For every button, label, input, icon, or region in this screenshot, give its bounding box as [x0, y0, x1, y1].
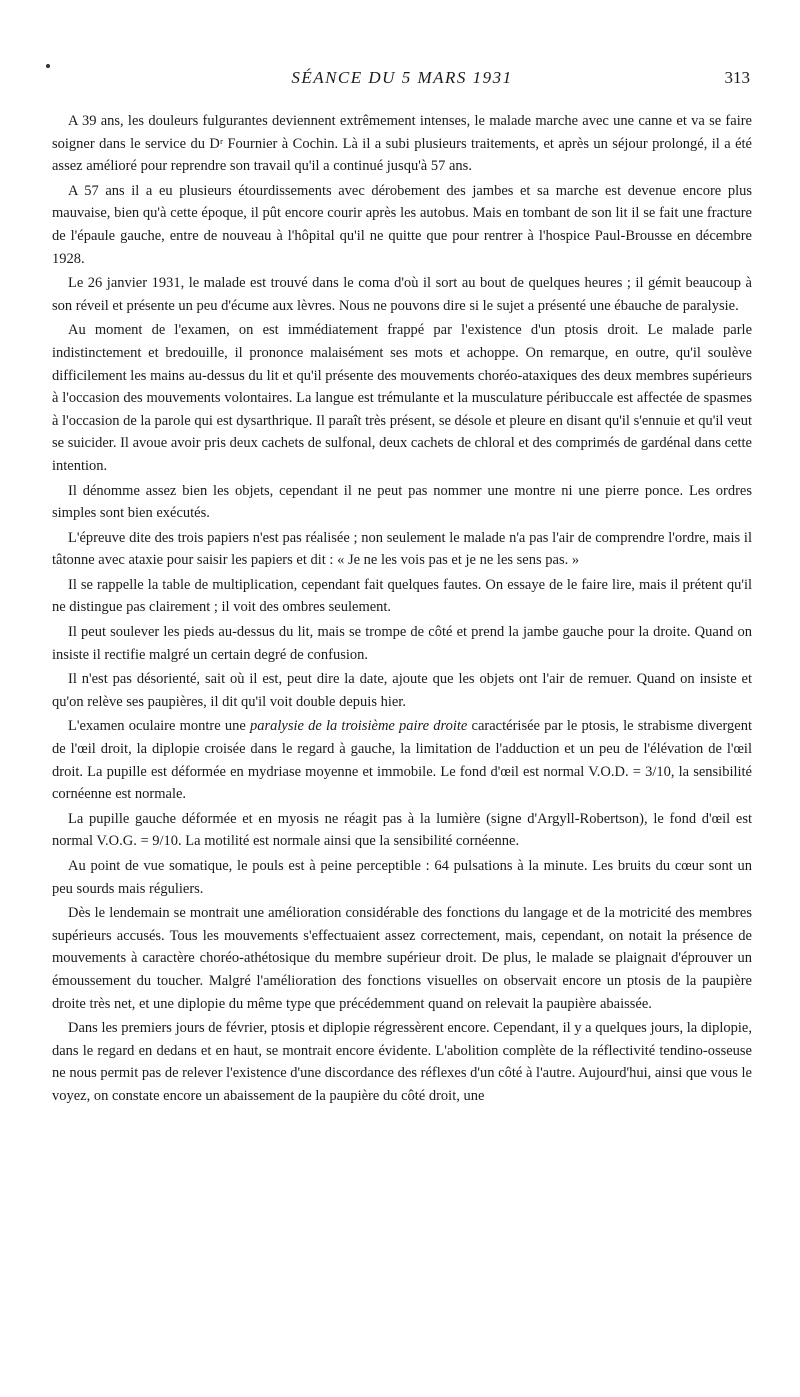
- paragraph: Le 26 janvier 1931, le malade est trouvé dans le coma d'où il sort au bout de quelques heures ; il gémit beaucoup à son réveil et présente un peu d'écume aux lèvres. Nous ne pouvons dire si le sujet a présenté une ébauche de paralysie.: [52, 275, 752, 314]
- running-head: SÉANCE DU 5 MARS 1931: [291, 68, 513, 87]
- paragraph: Il peut soulever les pieds au-dessus du lit, mais se trompe de côté et prend la jambe gauche pour la droite. Quand on insiste il rectifie malgré un certain degré de confusion.: [52, 624, 752, 663]
- paragraph: Il n'est pas désorienté, sait où il est, peut dire la date, ajoute que les objets ont l'air de remuer. Quand on insiste et qu'on relève ses paupières, il dit qu'il voit double depuis hier.: [52, 671, 752, 710]
- paragraph: L'examen oculaire montre une paralysie de la troisième paire droite caractérisée par le ptosis, le strabisme divergent de l'œil droit, la diplopie croisée dans le regard à gauche, la limitation de l'adduction et un peu de l'élévation de l'œil droit. La pupille est déformée en mydriase moyenne et immobile. Le fond d'œil est normal V.O.D. = 3/10, la sensibilité cornéenne est normale.: [52, 718, 752, 803]
- italic-phrase: paralysie de la troisième paire droite: [249, 718, 468, 735]
- paragraph: Au point de vue somatique, le pouls est à peine perceptible : 64 pulsations à la minute. Les bruits du cœur sont un peu sourds mais réguliers.: [52, 858, 752, 897]
- paragraph: Dans les premiers jours de février, ptosis et diplopie régressèrent encore. Cependant, il y a quelques jours, la diplopie, dans le regard en dedans et en haut, se montrait encore évidente. L'abolition complète de la réflectivité tendino-osseuse ne nous permit pas de relever l'existence d'une discordance des réflexes d'un côté à l'autre. Aujourd'hui, ainsi que vous le voyez, on constate encore un abaissement de la paupière du côté droit, une: [52, 1020, 752, 1104]
- page-header: [52, 68, 752, 94]
- body-text: [52, 110, 752, 1108]
- page-number: 313: [724, 68, 750, 87]
- paragraph: Il se rappelle la table de multiplication, cependant fait quelques fautes. On essaye de le faire lire, mais il prétent qu'il ne distingue pas clairement ; il voit des ombres seulement.: [52, 576, 752, 616]
- paragraph: A 57 ans il a eu plusieurs étourdissements avec dérobement des jambes et sa marche est devenue encore plus mauvaise, bien qu'à cette époque, il pût encore courir après les autobus. Mais en tombant de son lit il se fait une fracture de l'épaule gauche, entre de nouveau à l'hôpital qu'il ne quitte que pour rentrer à l'hospice Paul-Brousse en décembre 1928.: [52, 182, 752, 267]
- paragraph: L'épreuve dite des trois papiers n'est pas réalisée ; non seulement le malade n'a pas l'air de comprendre l'ordre, mais il tâtonne avec ataxie pour saisir les papiers et dit : « Je ne les vois pas et je ne les sens pas. »: [52, 529, 752, 569]
- paragraph: Au moment de l'examen, on est immédiatement frappé par l'existence d'un ptosis droit. Le malade parle indistinctement et bredouille, il prononce malaisément ses mots et achoppe. On remarque, en outre, qu'il soulève difficilement les mains au-dessus du lit et qu'il présente des mouvements choréo-ataxiques des deux membres supérieurs à l'occasion des mouvements volontaires. La langue est trémulante et la musculature péribuccale est affectée de spasmes à l'occasion de la parole qui est dysarthrique. Il paraît très présent, se désole et pleure en disant qu'il s'ennuie et qu'il veut se suicider. Il avoue avoir pris deux cachets de sulfonal, deux cachets de chloral et des comprimés de gardénal dans cette intention.: [52, 322, 752, 474]
- paragraph: A 39 ans, les douleurs fulgurantes deviennent extrêmement intenses, le malade marche avec une canne et va se faire soigner dans le service du Dʳ Fournier à Cochin. Là il a subi plusieurs traitements, et après un séjour prolongé, il a été assez amélioré pour reprendre son travail qu'il a continué jusqu'à 57 ans.: [52, 113, 752, 175]
- print-speck: [46, 64, 50, 68]
- paragraph: Dès le lendemain se montrait une amélioration considérable des fonctions du langage et de la motricité des membres supérieurs accusés. Tous les mouvements s'effectuaient assez correctement, mais, cependant, on notait la présence de mouvements à caractère choréo-athétosique du membre supérieur droit. De plus, le malade se plaignait d'éprouver un émoussement du toucher. Malgré l'amélioration des fonctions visuelles on observait encore un ptosis de la paupière droite très net, et une diplopie du même type que précédemment quand on relevait la paupière abaissée.: [52, 905, 752, 1012]
- paragraph: La pupille gauche déformée et en myosis ne réagit pas à la lumière (signe d'Argyll-Robertson), le fond d'œil est normal V.O.G. = 9/10. La motilité est normale ainsi que la sensibilité cornéenne.: [52, 810, 752, 850]
- paragraph: Il dénomme assez bien les objets, cependant il ne peut pas nommer une montre ni une pierre ponce. Les ordres simples sont bien exécutés.: [52, 482, 752, 522]
